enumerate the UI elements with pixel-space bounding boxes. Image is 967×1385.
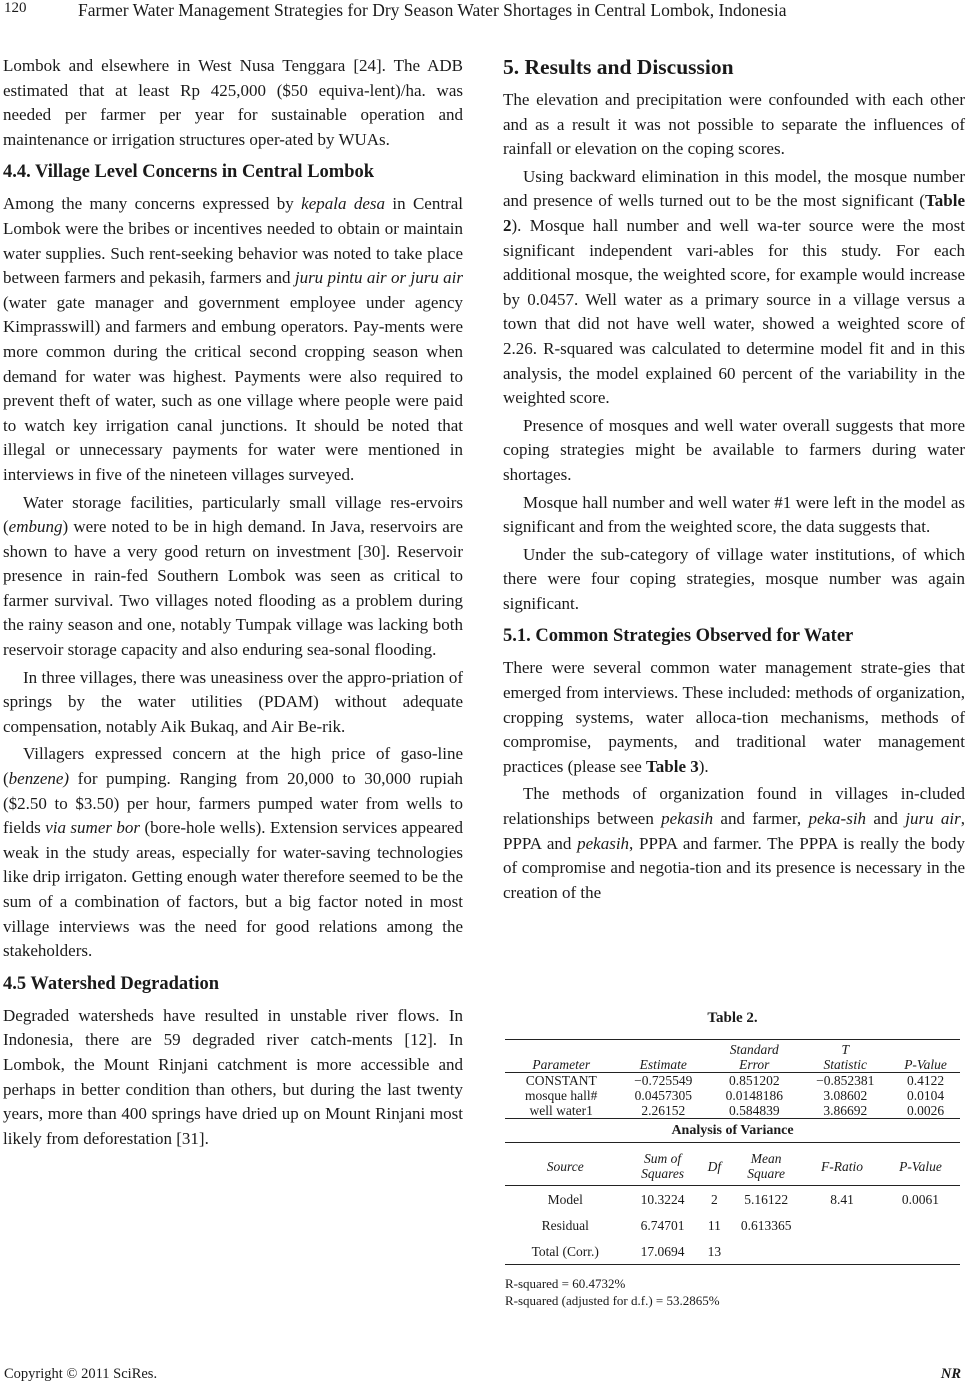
header-cell: P-Value [881, 1147, 960, 1186]
header-cell: Sum of Squares [626, 1147, 700, 1186]
section-heading-5-1: 5.1. Common Strategies Observed for Water [503, 626, 854, 647]
table-row: Model 10.3224 2 5.16122 8.41 0.0061 [547, 1191, 940, 1207]
paragraph: Lombok and elsewhere in West Nusa Tenggara [24]. The ADB estimated that at least Rp 425,000 ($50 equiva-lent)/ha. was needed per farmer per year for sustainable operation and maintenance or irrigation structures oper-ated by WUAs. [3, 56, 463, 149]
header-cell: Statistic [799, 1057, 891, 1073]
journal-abbrev: NR [940, 1366, 961, 1382]
header-cell [891, 1040, 960, 1058]
aov-title: Analysis of Variance [505, 1123, 960, 1143]
header-cell: Parameter [505, 1057, 617, 1073]
header-cell: P-Value [891, 1057, 960, 1073]
running-title: Farmer Water Management Strategies for Dry Season Water Shortages in Central Lombok, Indonesia [78, 0, 787, 20]
section-heading-4-5: 4.5 Watershed Degradation [3, 973, 220, 994]
paragraph: There were several common water management strate-gies that emerged from interviews. These included: methods of organization, cropping systems, water alloca-tion mechanisms, methods of compromise, payments, and traditional water management practices (please see Table 3). [503, 658, 965, 776]
right-column [503, 54, 965, 908]
header-cell: Standard [709, 1040, 799, 1058]
table-caption: Table 2. [707, 1010, 758, 1026]
paragraph: The elevation and precipitation were confounded with each other and as a result it was not possible to separate the influences of rainfall or elevation on the coping scores. [503, 90, 965, 159]
header-cell: Error [709, 1057, 799, 1073]
anova-table [505, 1147, 960, 1265]
paragraph: Among the many concerns expressed by kepala desa in Central Lombok were the bribes or incentives needed to obtain or maintain water supplies. Such rent-seeking behavior was noted to take place between farmers and pekasih, farmers and juru pintu air or juru air (water gate manager and government employee under agency Kimprasswill) and farmers and embung operators. Pay-ments were more common during the critical second cropping season when demand for water was highest. Payments were also required to prevent theft of water, such as one village where people were paid to watch key irrigation canal junctions. It should be noted that illegal or unnecessary payments for water were mentioned in interviews in five of the nineteen villages surveyed. [3, 194, 464, 484]
table-row: Residual 6.74701 11 0.613365 [541, 1217, 792, 1233]
header-cell [617, 1040, 709, 1058]
header-cell: F-Ratio [803, 1147, 881, 1186]
header-cell: Estimate [617, 1057, 709, 1073]
paragraph: Villagers expressed concern at the high price of gaso-line (benzene) for pumping. Ranging from 20,000 to 30,000 rupiah ($2.50 to $3.50) per hour, farmers pumped water from wells to fields via sumer bor (bore-hole wells). Extension services appeared weak in the study areas, especially for water-saving technologies like drip irrigaton. Getting enough water therefore seemed to be the sum of a combination of factors, but a big factor noted in most village interviews was the need for good relations among the stakeholders. [3, 744, 463, 961]
table-row: Total (Corr.) 17.0694 13 [505, 1238, 960, 1265]
page-header [0, 0, 967, 28]
r-squared: R-squared = 60.4732% [505, 1276, 626, 1291]
left-column [3, 54, 463, 1154]
table-notes [505, 1275, 960, 1309]
table-row: mosque hall# 0.0457305 0.0148186 3.08602 0.0104 [525, 1088, 945, 1103]
header-cell: Source [505, 1147, 626, 1186]
paragraph: In three villages, there was uneasiness over the appro-priation of springs by the water utilities (PDAM) without adequate compensation, notably Aik Bukaq, and Air Be-rik. [3, 667, 463, 736]
section-heading-5: 5. Results and Discussion [503, 55, 734, 79]
paragraph: Degraded watersheds have resulted in unstable river flows. In Indonesia, there are 59 degraded river catch-ments [12]. In Lombok, the Mount Rinjani catchment is more accessible and perhaps in better condition than others, but during the last twenty years, more than 400 springs have dried up on Mount Rinjani most likely from deforestation [31]. [3, 1005, 463, 1148]
paragraph: Presence of mosques and well water overall suggests that more coping strategies might be available to farmers during water shortages. [503, 415, 965, 484]
section-heading-4-4: 4.4. Village Level Concerns in Central Lombok [3, 162, 375, 183]
r-squared-adjusted: R-squared (adjusted for d.f.) = 53.2865% [505, 1293, 720, 1308]
paragraph: The methods of organization found in villages in-cluded relationships between pekasih and farmer, peka-sih and juru air, PPPA and pekasih, PPPA and farmer. The PPPA is really the body of compromise and negotia-tion and its presence is necessary in the creation of the [503, 784, 966, 902]
header-cell: Df [700, 1147, 730, 1186]
copyright: Copyright © 2011 SciRes. [4, 1366, 158, 1382]
paragraph: Mosque hall number and well water #1 were left in the model as significant and from the weighted score, the data suggests that. [503, 492, 965, 537]
table-row: well water1 2.26152 0.584839 3.86692 0.0026 [505, 1103, 960, 1119]
page-number: 120 [4, 0, 27, 16]
paragraph: Water storage facilities, particularly small village res-ervoirs (embung) were noted to be in high demand. In Java, reservoirs are shown to have a very good return on investment [30]. Reservoir presence in rain-fed Southern Lombok was seen as critical to farmer survival. Two villages noted flooding as a problem during the rainy season and one, notably Tumpak village was lacking both reservoir storage capacity and also enduring sea-sonal flooding. [3, 492, 463, 660]
table-row: CONSTANT −0.725549 0.851202 −0.852381 0.4122 [525, 1073, 945, 1088]
header-cell: Mean Square [729, 1147, 803, 1186]
regression-table [505, 1039, 960, 1119]
header-cell: T [799, 1040, 891, 1058]
paragraph: Using backward elimination in this model, the mosque number and presence of wells turned out to be the most significant (Table 2). Mosque hall number and well wa-ter source were the most significant independent vari-ables for this study. For each additional mosque, the weighted score, for example would increase by 0.0457. Well water as a primary source in a village versus a town that did not have well water, showed a weighted score of 2.26. R-squared was calculated to determine model fit and in this analysis, the model explained 60 percent of the variability in the weighted score. [503, 166, 965, 408]
paragraph: Under the sub-category of village water institutions, of which there were four coping strategies, mosque number was again significant. [503, 544, 965, 613]
table-2 [505, 1010, 960, 1309]
header-cell [505, 1040, 617, 1058]
